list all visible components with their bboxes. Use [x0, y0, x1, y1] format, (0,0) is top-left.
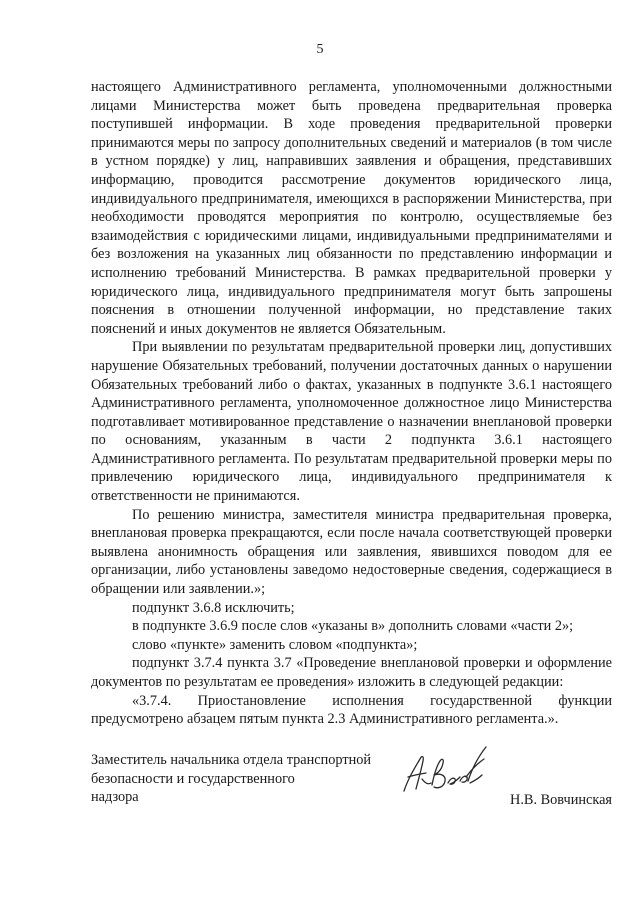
paragraph-termination: По решению министра, заместителя министра предварительная проверка, внеплановая проверка прекращаются, если после начала соответствующей проверки выявлена анонимность обращения или заявления, явившихся поводом для ее организации, либо установлены заведомо недостоверные сведения, содержащиеся в обращении или заявлении.»; [91, 506, 612, 598]
document-body [91, 78, 612, 729]
signatory-position-line: безопасности и государственного [91, 770, 295, 787]
signatory-position-line: Заместитель начальника отдела транспортной [91, 752, 372, 768]
signer-name: Н.В. Вовчинская [510, 792, 612, 808]
page-number: 5 [316, 42, 324, 57]
paragraph-amendment-exclude: подпункт 3.6.8 исключить; [132, 599, 295, 616]
handwritten-signature [398, 739, 494, 805]
paragraph-amendment-add-words: в подпункте 3.6.9 после слов «указаны в» дополнить словами «части 2»; [132, 618, 574, 635]
signature-block [91, 751, 612, 821]
paragraph-amendment-new-wording: подпункт 3.7.4 пункта 3.7 «Проведение внеплановой проверки и оформление документов по результатам ее проведения» изложить в следующей редакции: [91, 655, 612, 690]
signatory-position-line: надзора [91, 789, 139, 806]
paragraph-violation-detection: При выявлении по результатам предварительной проверки лиц, допустивших нарушение Обязательных требований, получении достаточных данных о нарушении Обязательных требований либо о фактах, указанных в подпункте 3.6.1 настоящего Административного регламента, уполномоченное должностное лицо Министерства подготавливает мотивированное представление о назначении внеплановой проверки по основаниям, указанным в части 2 подпункта 3.6.1 настоящего Административного регламента. По результатам предварительной проверки меры по привлечению юридического лица, индивидуального предпринимателя к ответственности не принимаются. [91, 339, 612, 505]
signatory-position [91, 751, 401, 807]
paragraph-preliminary-check: настоящего Административного регламента, уполномоченными должностными лицами Министерства может быть проведена предварительная проверка поступившей информации. В ходе проведения предварительной проверки принимаются меры по запросу дополнительных сведений и материалов (в том числе в устном порядке) у лиц, направивших заявления и обращения, представивших информацию, проводится рассмотрение документов юридического лица, индивидуального предпринимателя, имеющихся в распоряжении Министерства, при необходимости проводятся мероприятия по контролю, осуществляемые без взаимодействия с юридическими лицами, индивидуальными предпринимателями и без возложения на указанных лиц обязанности по представлению информации и исполнению требований Министерства. В рамках предварительной проверки у юридического лица, индивидуального предпринимателя могут быть запрошены пояснения в отношении полученной информации, но представление таких пояснений и иных документов не является Обязательным. [91, 79, 612, 337]
paragraph-amendment-replace-word: слово «пункте» заменить словом «подпункта»; [132, 636, 418, 653]
paragraph-quoted-subclause: «3.7.4. Приостановление исполнения государственной функции предусмотрено абзацем пятым пункта 2.3 Административного регламента.». [91, 692, 612, 728]
